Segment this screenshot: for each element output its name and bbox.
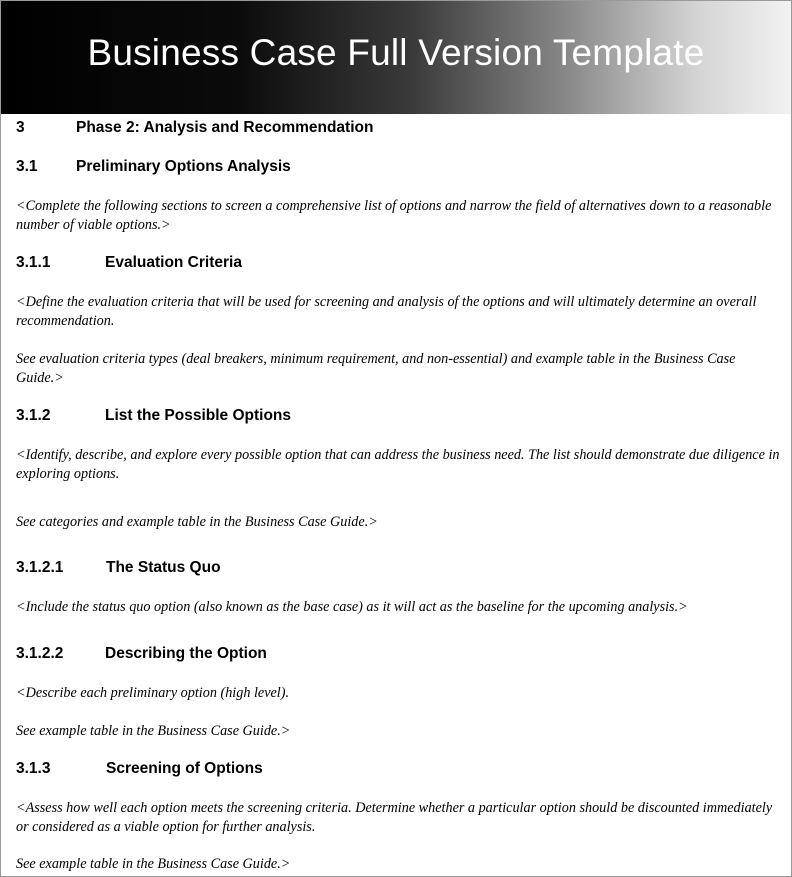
heading-number: 3.1.2.1 — [16, 559, 64, 576]
paragraph-describe-option: <Describe each preliminary option (high level). — [16, 685, 290, 701]
paragraph-evaluation-criteria: <Define the evaluation criteria that will be used for screening and analysis of the options and will ultimately determine an overall recommendation. — [16, 294, 757, 329]
paragraph-screening-options: <Assess how well each option meets the screening criteria. Determine whether a particular option should be discounted immediately or considered as a viable option for further analysis. — [16, 800, 773, 835]
heading-section-3-1-2-1 — [16, 559, 221, 577]
heading-title: The Status Quo — [106, 559, 221, 576]
heading-section-3 — [16, 119, 374, 137]
heading-title: Phase 2: Analysis and Recommendation — [76, 119, 374, 136]
heading-number: 3.1 — [16, 158, 38, 175]
heading-section-3-1-1 — [16, 254, 242, 272]
heading-title: Screening of Options — [106, 760, 263, 777]
heading-title: Evaluation Criteria — [105, 254, 242, 271]
paragraph-possible-options: <Identify, describe, and explore every possible option that can address the business need. The list should demonstrate due diligence in exploring options. — [16, 447, 780, 482]
paragraph-options-analysis: <Complete the following sections to screen a comprehensive list of options and narrow the field of alternatives down to a reasonable number of viable options.> — [16, 198, 772, 233]
heading-title: Describing the Option — [105, 645, 267, 662]
heading-section-3-1 — [16, 158, 291, 176]
heading-title: Preliminary Options Analysis — [76, 158, 291, 175]
paragraph-status-quo: <Include the status quo option (also known as the base case) as it will act as the baseline for the upcoming analysis.> — [16, 599, 688, 615]
paragraph-screening-example-table: See example table in the Business Case Guide.> — [16, 856, 291, 872]
heading-section-3-1-3 — [16, 760, 263, 778]
document-title: Business Case Full Version Template — [87, 32, 705, 73]
heading-number: 3.1.1 — [16, 254, 51, 271]
heading-number: 3 — [16, 119, 25, 136]
paragraph-evaluation-criteria-types: See evaluation criteria types (deal breakers, minimum requirement, and non-essential) and example table in the Business Case Guide.> — [16, 351, 736, 386]
heading-number: 3.1.2 — [16, 407, 51, 424]
heading-title: List the Possible Options — [105, 407, 292, 424]
heading-section-3-1-2 — [16, 407, 292, 425]
title-banner — [1, 1, 791, 114]
heading-number: 3.1.3 — [16, 760, 51, 777]
paragraph-categories: See categories and example table in the Business Case Guide.> — [16, 514, 378, 530]
paragraph-example-table: See example table in the Business Case Guide.> — [16, 723, 291, 739]
heading-number: 3.1.2.2 — [16, 645, 64, 662]
heading-section-3-1-2-2 — [16, 645, 267, 663]
